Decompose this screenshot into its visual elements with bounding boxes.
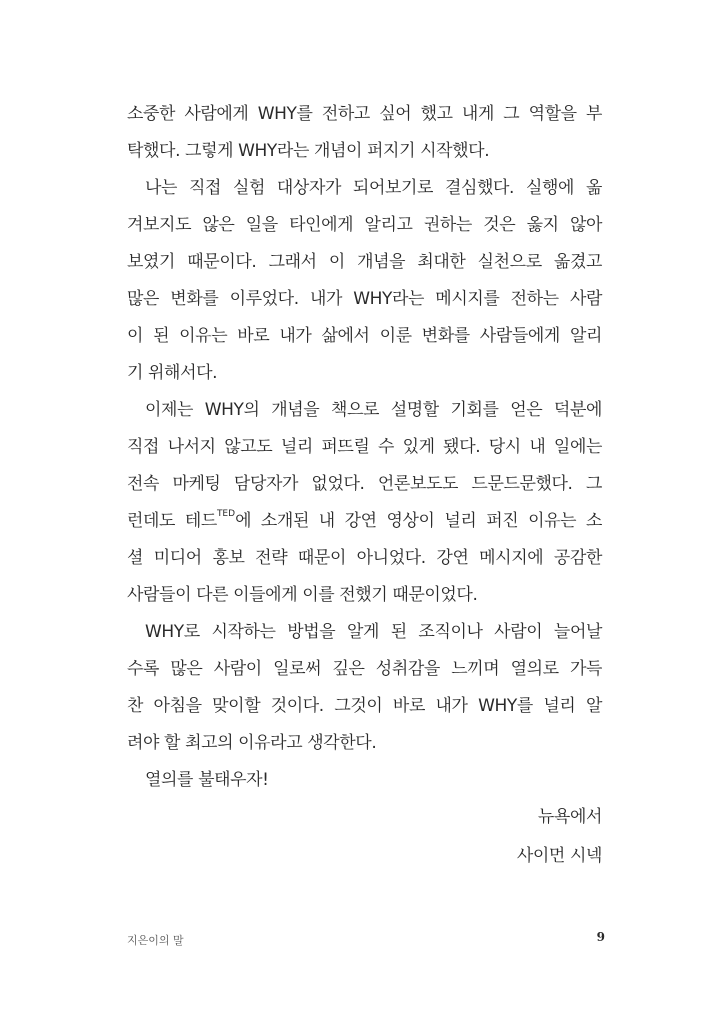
body-text	[127, 96, 602, 875]
text-line: 셜 미디어 홍보 전략 때문이 아니었다. 강연 메시지에 공감한	[127, 548, 602, 568]
text-line	[127, 503, 602, 540]
text-line: 겨보지도 않은 일을 타인에게 알리고 권하는 것은 옳지 않아	[127, 215, 602, 235]
text-line: 기 위해서다.	[127, 363, 218, 383]
text-line: 소중한 사람에게 WHY를 전하고 싶어 했고 내게 그 역할을 부	[127, 104, 602, 124]
text-line: 보였기 때문이다. 그래서 이 개념을 최대한 실천으로 옮겼고	[127, 252, 602, 272]
text-line: 나는 직접 실험 대상자가 되어보기로 결심했다. 실행에 옮	[145, 178, 602, 198]
text-line: 수록 많은 사람이 일로써 깊은 성취감을 느끼며 열의로 가득	[127, 659, 602, 679]
text-segment: 에 소개된 내 강연 영상이 널리 퍼진 이유는 소	[235, 511, 602, 531]
page-number: 9	[596, 930, 605, 944]
text-line: WHY로 시작하는 방법을 알게 된 조직이나 사람이 늘어날	[145, 622, 602, 642]
text-line: 사람들이 다른 이들에게 이를 전했기 때문이었다.	[127, 585, 478, 605]
text-line: 열의를 불태우자!	[145, 770, 269, 790]
text-line: 직접 나서지 않고도 널리 퍼뜨릴 수 있게 됐다. 당시 내 일에는	[127, 437, 602, 457]
footer-section-title: 지은이의 말	[127, 934, 184, 947]
ted-superscript: TED	[216, 509, 236, 519]
text-line: 많은 변화를 이루었다. 내가 WHY라는 메시지를 전하는 사람	[127, 289, 602, 309]
text-segment: 런데도 테드	[127, 511, 217, 531]
text-line: 찬 아침을 맞이할 것이다. 그것이 바로 내가 WHY를 널리 알	[127, 696, 602, 716]
signature-author: 사이먼 시넥	[516, 846, 602, 866]
signature-place: 뉴욕에서	[537, 807, 602, 827]
text-line: 이제는 WHY의 개념을 책으로 설명할 기회를 얻은 덕분에	[145, 400, 602, 420]
text-line: 탁했다. 그렇게 WHY라는 개념이 퍼지기 시작했다.	[127, 141, 490, 161]
text-line: 전속 마케팅 담당자가 없었다. 언론보도도 드문드문했다. 그	[127, 474, 602, 494]
text-line: 이 된 이유는 바로 내가 삶에서 이룬 변화를 사람들에게 알리	[127, 326, 602, 346]
text-line: 려야 할 최고의 이유라고 생각한다.	[127, 733, 377, 753]
